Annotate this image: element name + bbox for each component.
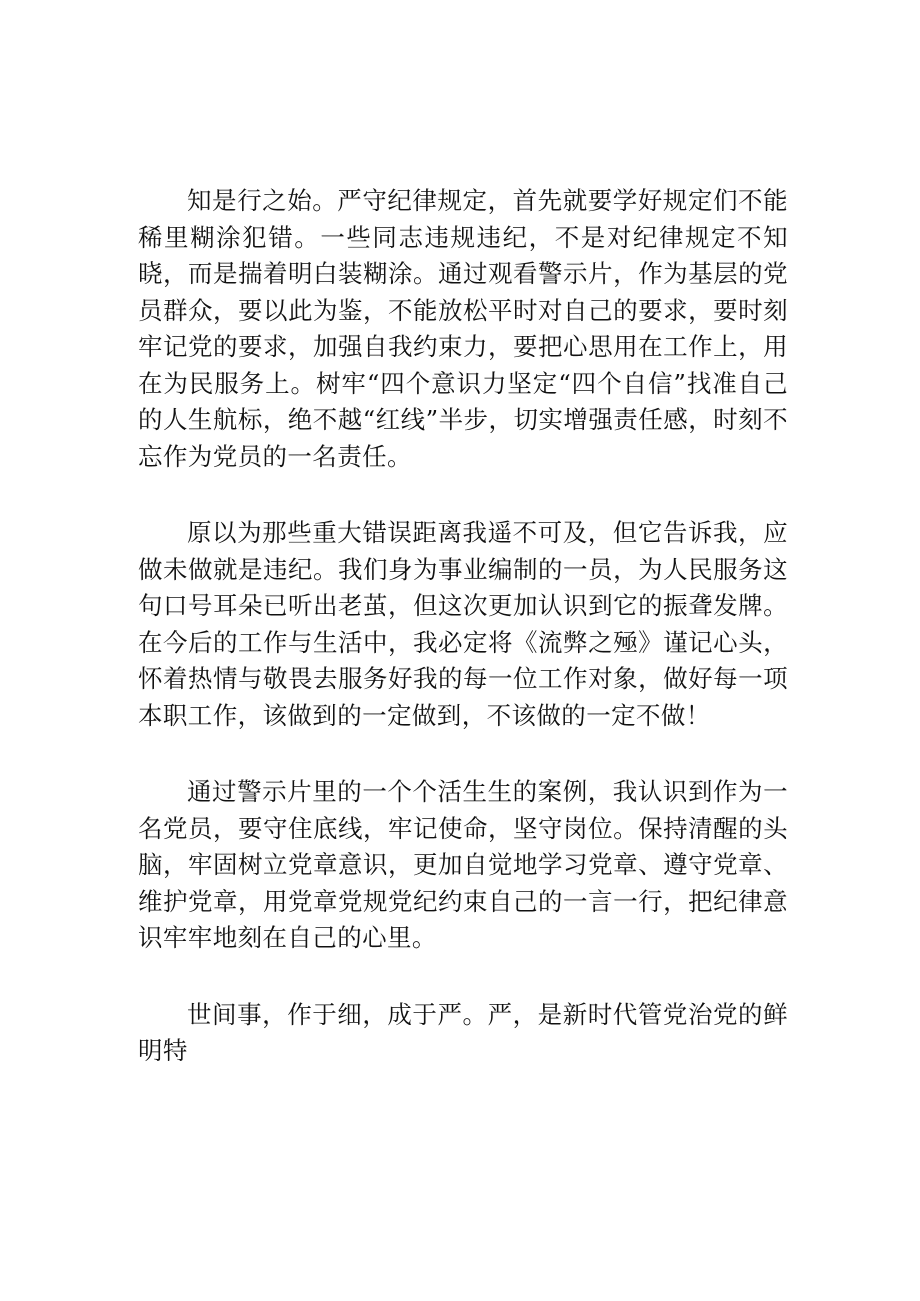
paragraph-2: 原以为那些重大错误距离我遥不可及，但它告诉我，应做未做就是违纪。我们身为事业编制的一员，为人民服务这句口号耳朵已听出老茧，但这次更加认识到它的振聋发牌。在今后的工作与生活中，我必定将《流弊之殛》谨记心头，怀着热情与敬畏去服务好我的每一位工作对象，做好每一项本职工作，该做到的一定做到，不该做的一定不做！ <box>138 518 788 730</box>
paragraph-3: 通过警示片里的一个个活生生的案例，我认识到作为一名党员，要守住底线，牢记使命，坚守岗位。保持清醒的头脑，牢固树立党章意识，更加自觉地学习党章、遵守党章、维护党章，用党章党规党纪约束自己的一言一行，把纪律意识牢牢地刻在自己的心里。 <box>138 777 788 952</box>
paragraph-1: 知是行之始。严守纪律规定，首先就要学好规定们不能稀里糊涂犯错。一些同志违规违纪，不是对纪律规定不知晓，而是揣着明白装糊涂。通过观看警示片，作为基层的党员群众，要以此为鉴，不能放松平时对自己的要求，要时刻牢记党的要求，加强自我约束力，要把心思用在工作上，用在为民服务上。树牢“四个意识力坚定“四个自信”找准自己的人生航标，绝不越“红线”半步，切实增强责任感，时刻不忘作为党员的一名责任。 <box>138 186 788 471</box>
document-body <box>138 183 788 1110</box>
paragraph-4: 世间事，作于细，成于严。严，是新时代管党治党的鲜明特 <box>138 999 788 1065</box>
